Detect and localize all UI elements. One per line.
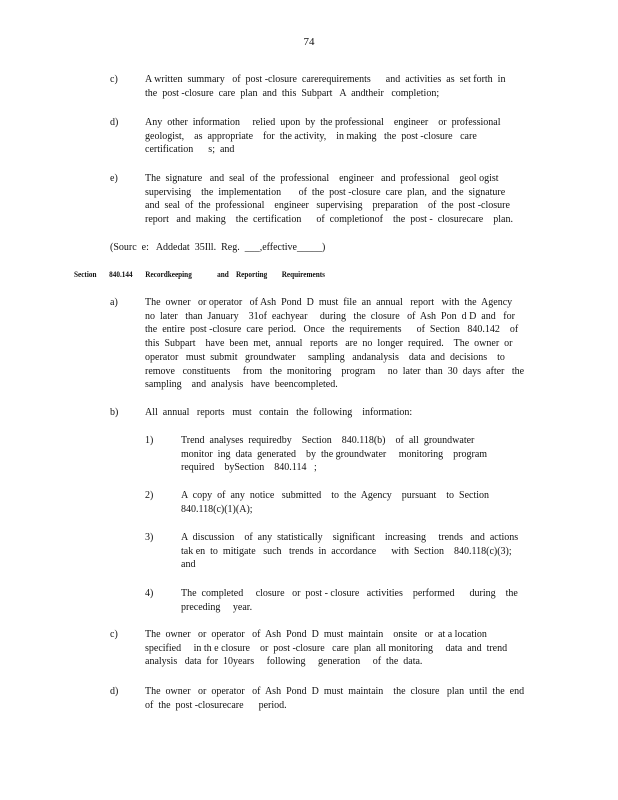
item-e-marker: e) bbox=[110, 173, 118, 184]
page-number: 74 bbox=[303, 36, 315, 48]
source-note: (Sourc e: Addedat 35Ill. Reg. ___,effective_____) bbox=[110, 242, 326, 253]
subitem-1-text: Trend analyses requiredby Section 840.118(b) of all groundwater monitor ing data generated by the groundwater monitoring program required bySection 840.114 ; bbox=[181, 435, 488, 474]
section-heading: Section 840.144 Recordkeeping and Reporting Requirements bbox=[74, 269, 325, 279]
item-c-marker: c) bbox=[110, 74, 118, 85]
item-d2-text: The owner or operator of Ash Pond D must maintain the closure plan until the end of the post -closurecare period. bbox=[145, 686, 525, 711]
subitem-4-text: The completed closure or post - closure activities performed during the preceding year. bbox=[181, 588, 518, 613]
subitem-2-marker: 2) bbox=[145, 490, 154, 501]
subitem-1-marker: 1) bbox=[145, 435, 154, 446]
subitem-4-marker: 4) bbox=[145, 588, 154, 599]
item-c2-text: The owner or operator of Ash Pond D must maintain onsite or at a location specified in th e closure or post -closure care plan all monitoring data and trend analysis data for 10years following generation of the data. bbox=[145, 629, 508, 668]
item-b-text: All annual reports must contain the following information: bbox=[145, 407, 413, 418]
item-b-marker: b) bbox=[110, 407, 119, 418]
item-e-text: The signature and seal of the professional engineer and professional geol ogist supervising the implementation of the post -closure care plan, and the signature and seal of the professional engineer supervising preparation of the post -closure report and making the certification of completionof the post - closurecare plan. bbox=[145, 173, 513, 226]
item-c2-marker: c) bbox=[110, 629, 118, 640]
subitem-3-marker: 3) bbox=[145, 532, 154, 543]
item-c-text: A written summary of post -closure carerequirements and activities as set forth in the post -closure care plan and this Subpart A andtheir completion; bbox=[145, 74, 506, 99]
subitem-3-text: A discussion of any statistically significant increasing trends and actions tak en to mitigate such trends in accordance with Section 840.118(c)(3); and bbox=[181, 532, 519, 571]
subitem-2-text: A copy of any notice submitted to the Agency pursuant to Section 840.118(c)(1)(A); bbox=[181, 490, 490, 515]
item-a-marker: a) bbox=[110, 297, 118, 308]
item-d2-marker: d) bbox=[110, 686, 119, 697]
item-d-marker: d) bbox=[110, 117, 119, 128]
item-d-text: Any other information relied upon by the professional engineer or professional geologist, as appropriate for the activity, in making the post -closure care certification s; and bbox=[145, 117, 501, 156]
item-a-text: The owner or operator of Ash Pond D must file an annual report with the Agency no later than January 31of eachyear during the closure of Ash Pon d D and for the entire post -closure care period. Once the requirements of Section 840.142 of this Subpart have been met, annual reports are no longer required. The owner or operator must submit groundwater sampling andanalysis data and decisions to remove constituents from the monitoring program no later than 30 days after the sampling and analysis have beencompleted. bbox=[145, 297, 525, 391]
